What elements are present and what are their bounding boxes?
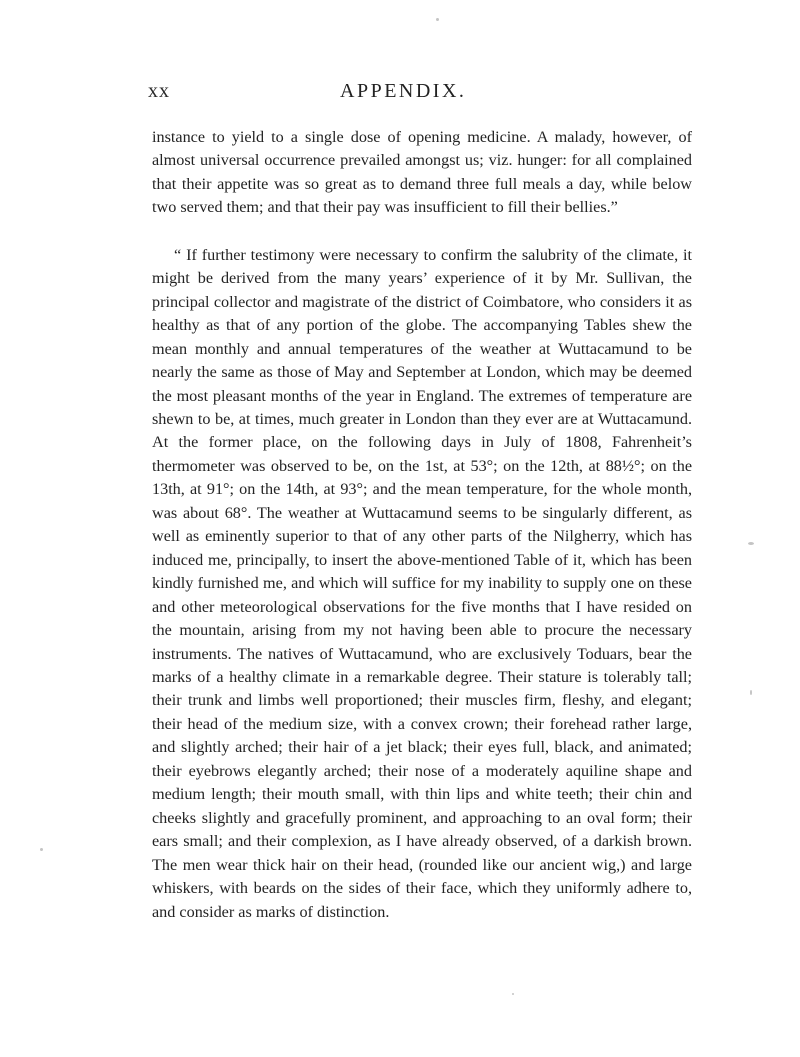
paragraph-1: instance to yield to a single dose of opening medicine. A malady, however, of almost universal occurrence prevailed amongst us; viz. hunger: for all complained that their appetite was so great as to demand three full meals a day, while below two served them; and that their pay was insufficient to fill their bellies.” <box>152 128 692 217</box>
paper-speck <box>512 993 514 995</box>
paper-speck <box>748 542 754 545</box>
paper-speck <box>40 848 43 851</box>
page-header <box>0 80 800 110</box>
page-number: xx <box>148 80 170 102</box>
paragraph-2: “ If further testimony were necessary to confirm the salubrity of the climate, it might be derived from the many years’ experience of it by Mr. Sullivan, the principal collector and magistrate of the district of Coimbatore, who considers it as healthy as that of any portion of the globe. The accompanying Tables shew the mean monthly and annual temperatures of the weather at Wuttacamund to be nearly the same as those of May and September at London, which may be deemed the most pleasant months of the year in England. The extremes of temperature are shewn to be, at times, much greater in London than they ever are at Wuttacamund. At the former place, on the following days in July of 1808, Fahrenheit’s thermometer was observed to be, on the 1st, at 53°; on the 12th, at 88½°; on the 13th, at 91°; on the 14th, at 93°; and the mean temperature, for the whole month, was about 68°. The weather at Wuttacamund seems to be singularly different, as well as eminently superior to that of any other parts of the Nilgherry, which has induced me, principally, to insert the above-mentioned Table of it, which has been kindly furnished me, and which will suffice for my inability to supply one on these and other meteorological observations for the five months that I have resided on the mountain, arising from my not having been able to procure the necessary instruments. The natives of Wuttacamund, who are exclusively Toduars, bear the marks of a healthy climate in a remarkable degree. Their stature is tolerably tall; their trunk and limbs well proportioned; their muscles firm, fleshy, and elegant; their head of the medium size, with a convex crown; their forehead rather large, and slightly arched; their hair of a jet black; their eyes full, black, and animated; their eyebrows elegantly arched; their nose of a moderately aquiline shape and medium length; their mouth small, with thin lips and white teeth; their chin and cheeks slightly and gracefully prominent, and approaching to an oval form; their ears small; and their complexion, as I have already observed, of a darkish brown. The men wear thick hair on their head, (rounded like our ancient wig,) and large whiskers, with beards on the sides of their face, which they uniformly adhere to, and consider as marks of distinction. <box>152 245 692 921</box>
body-text <box>152 126 692 924</box>
paper-speck <box>436 18 439 21</box>
paper-speck <box>750 690 752 695</box>
running-head: APPENDIX. <box>340 80 467 102</box>
